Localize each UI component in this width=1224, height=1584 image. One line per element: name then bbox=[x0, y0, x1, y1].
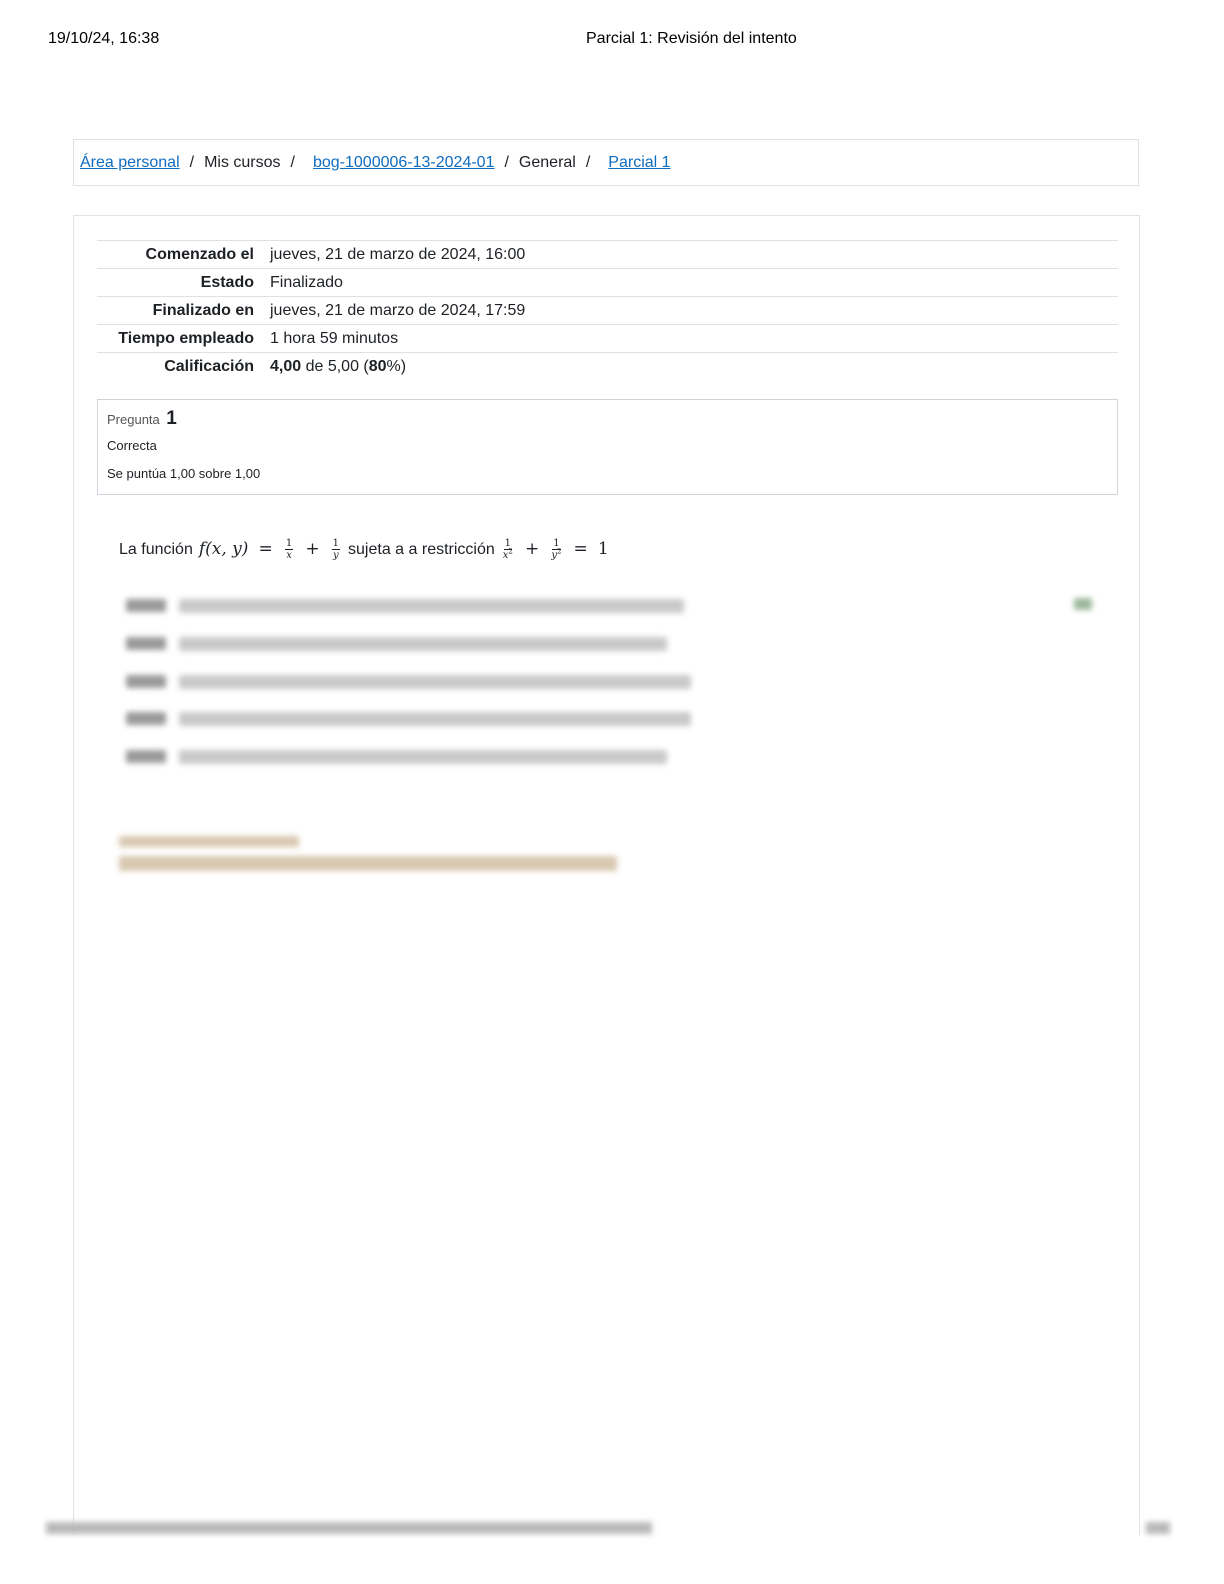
function-lhs: f(x, y) bbox=[198, 539, 249, 559]
grade-value bbox=[270, 353, 1118, 381]
grade-end: %) bbox=[386, 357, 407, 375]
started-value: jueves, 21 de marzo de 2024, 16:00 bbox=[270, 241, 1118, 269]
question-state: Correcta bbox=[107, 438, 157, 453]
summary-row-time bbox=[97, 325, 1118, 353]
attempt-review-region bbox=[73, 215, 1140, 1535]
breadcrumb-separator: / bbox=[290, 153, 295, 171]
option-radio-a[interactable] bbox=[126, 599, 166, 612]
breadcrumb-separator: / bbox=[504, 153, 509, 171]
option-a-text bbox=[179, 599, 684, 613]
denominator: x bbox=[286, 550, 292, 561]
print-footer-url bbox=[46, 1522, 652, 1534]
fraction-one-over-y bbox=[332, 538, 340, 561]
feedback-heading bbox=[119, 836, 299, 847]
time-value: 1 hora 59 minutos bbox=[270, 325, 1118, 353]
summary-row-grade bbox=[97, 353, 1118, 381]
finished-label: Finalizado en bbox=[97, 297, 270, 325]
print-footer-page bbox=[1146, 1522, 1170, 1534]
constraint-rhs: 1 bbox=[597, 539, 609, 559]
breadcrumb-general: General bbox=[518, 153, 576, 171]
print-title: Parcial 1: Revisión del intento bbox=[586, 30, 797, 47]
state-label: Estado bbox=[97, 269, 270, 297]
numerator: 1 bbox=[332, 538, 340, 549]
print-header bbox=[48, 30, 1176, 50]
breadcrumb-parcial[interactable]: Parcial 1 bbox=[608, 153, 671, 171]
summary-row-started bbox=[97, 241, 1118, 269]
question-label: Pregunta bbox=[107, 412, 160, 427]
breadcrumb-area-personal[interactable]: Área personal bbox=[80, 153, 180, 171]
finished-value: jueves, 21 de marzo de 2024, 17:59 bbox=[270, 297, 1118, 325]
summary-row-finished bbox=[97, 297, 1118, 325]
option-radio-c[interactable] bbox=[126, 675, 166, 688]
denominator: $y^2$ bbox=[551, 547, 562, 561]
question-text-middle: sujeta a a restricción bbox=[348, 540, 495, 558]
numerator: 1 bbox=[285, 538, 293, 549]
print-date: 19/10/24, 16:38 bbox=[48, 30, 160, 47]
plus-sign: + bbox=[524, 539, 540, 559]
fraction-one-over-y-squared bbox=[551, 538, 561, 561]
fraction-one-over-x bbox=[285, 538, 293, 561]
grade-label: Calificación bbox=[97, 353, 270, 381]
fraction-one-over-x-squared bbox=[503, 538, 513, 561]
option-c-text bbox=[179, 675, 691, 689]
breadcrumb-separator: / bbox=[189, 153, 195, 171]
question-number: 1 bbox=[166, 408, 177, 429]
numerator: 1 bbox=[504, 538, 511, 549]
denominator: y bbox=[333, 550, 339, 561]
breadcrumb bbox=[73, 139, 1139, 186]
grade-percent: 80 bbox=[368, 357, 387, 375]
equals-sign: = bbox=[258, 539, 273, 559]
denominator: $x^2$ bbox=[502, 547, 513, 561]
question-info-box bbox=[97, 399, 1118, 495]
summary-row-state bbox=[97, 269, 1118, 297]
option-radio-d[interactable] bbox=[126, 712, 166, 725]
question-text bbox=[119, 538, 609, 561]
attempt-summary-table bbox=[97, 240, 1118, 380]
function-formula bbox=[199, 538, 342, 561]
breadcrumb-separator: / bbox=[585, 153, 591, 171]
grade-mid: de 5,00 ( bbox=[301, 357, 369, 375]
grade-score: 4,00 bbox=[270, 357, 302, 375]
plus-sign: + bbox=[305, 539, 320, 559]
option-e-text bbox=[179, 750, 667, 764]
state-value: Finalizado bbox=[270, 269, 1118, 297]
option-b-text bbox=[179, 637, 667, 651]
equals-sign: = bbox=[573, 539, 588, 559]
time-label: Tiempo empleado bbox=[97, 325, 270, 353]
option-radio-e[interactable] bbox=[126, 750, 166, 763]
breadcrumb-mis-cursos: Mis cursos bbox=[204, 153, 281, 171]
numerator: 1 bbox=[553, 538, 560, 549]
question-text-prefix: La función bbox=[119, 540, 193, 558]
correct-mark-icon bbox=[1074, 598, 1092, 610]
feedback-answer bbox=[119, 856, 617, 871]
question-mark: Se puntúa 1,00 sobre 1,00 bbox=[107, 466, 261, 481]
started-label: Comenzado el bbox=[97, 241, 270, 269]
question-number-line bbox=[107, 408, 1108, 430]
breadcrumb-course[interactable]: bog-1000006-13-2024-01 bbox=[312, 153, 495, 171]
option-radio-b[interactable] bbox=[126, 637, 166, 650]
option-d-text bbox=[179, 712, 691, 726]
constraint-formula bbox=[501, 538, 609, 561]
